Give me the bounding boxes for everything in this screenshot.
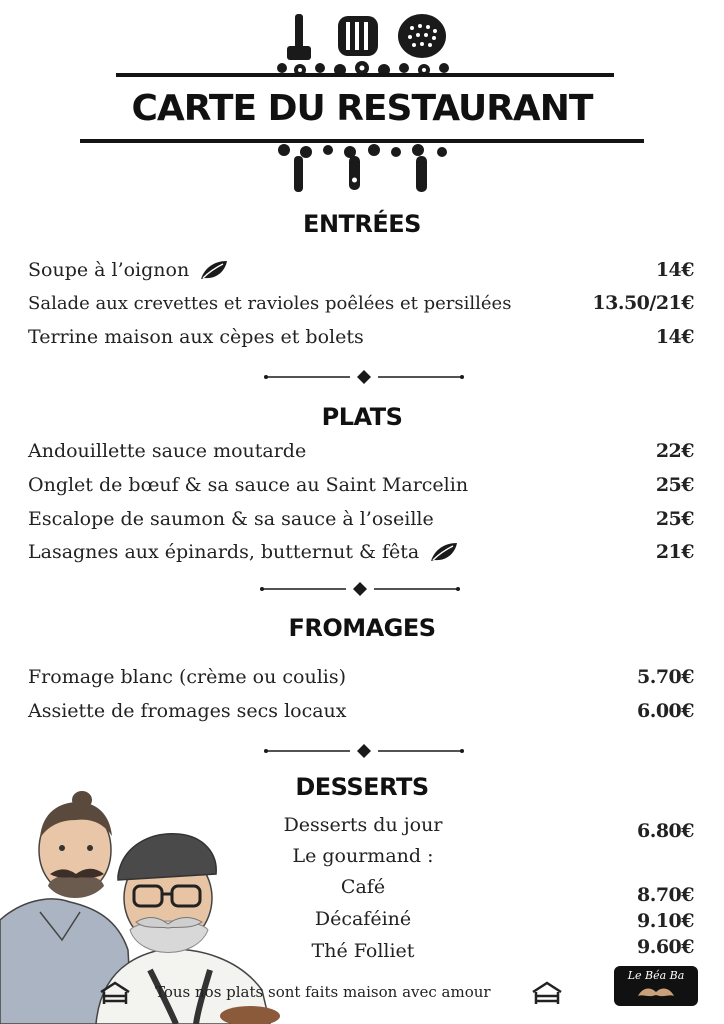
dessert-item-name: Décaféiné (314, 908, 412, 930)
menu-item-price: 14€ (655, 259, 694, 281)
dessert-item-price: 8.70€ (637, 884, 694, 906)
mustache-icon (636, 986, 676, 1002)
menu-item (28, 288, 694, 318)
menu-item-price: 14€ (655, 326, 694, 348)
section-title-desserts: DESSERTS (295, 773, 429, 801)
menu-item-price: 25€ (655, 474, 694, 496)
leaf-icon (199, 259, 229, 281)
menu-item-name: Onglet de bœuf & sa sauce au Saint Marcelin (28, 474, 469, 496)
menu-item-name: Escalope de saumon & sa sauce à l’oseille (28, 508, 434, 530)
logo-text: Le Béa Ba (627, 969, 685, 982)
section-divider (262, 370, 466, 384)
section-title-plats: PLATS (321, 403, 403, 431)
header-rule-top (116, 73, 614, 77)
menu-item-name: Assiette de fromages secs locaux (28, 700, 347, 722)
restaurant-logo (614, 966, 698, 1006)
menu-item-price: 6.00€ (637, 700, 694, 722)
menu-item-price: 13.50/21€ (592, 292, 694, 314)
menu-item (28, 504, 694, 534)
menu-item-name: Salade aux crevettes et ravioles poêlées et persillées (28, 292, 512, 314)
dessert-item-price: 9.10€ (637, 910, 694, 932)
section-title-fromages: FROMAGES (288, 614, 436, 642)
dessert-item-price: 6.80€ (637, 820, 694, 842)
footer-note: Tous nos plats sont faits maison avec amour (155, 983, 491, 1001)
menu-item-name: Fromage blanc (crème ou coulis) (28, 666, 347, 688)
section-divider (258, 582, 462, 596)
menu-item-price: 22€ (655, 440, 694, 462)
section-title-entrees: ENTRÉES (303, 210, 421, 238)
utensils-top-icon (270, 10, 460, 78)
menu-item-name: Andouillette sauce moutarde (28, 440, 307, 462)
house-icon (98, 980, 132, 1006)
menu-item-price: 25€ (655, 508, 694, 530)
menu-item (28, 322, 694, 352)
dessert-item-name: Café (340, 876, 386, 898)
page-title: CARTE DU RESTAURANT (131, 88, 593, 129)
dessert-item-name: Le gourmand : (292, 845, 434, 867)
menu-item (28, 470, 694, 500)
utensils-bottom-icon (270, 142, 460, 194)
menu-item (28, 436, 694, 466)
section-divider (262, 744, 466, 758)
menu-item-price: 5.70€ (637, 666, 694, 688)
menu-item (28, 255, 694, 285)
menu-item-price: 21€ (655, 541, 694, 563)
menu-item-name: Soupe à l’oignon (28, 259, 190, 281)
leaf-icon (429, 541, 459, 563)
menu-item-name: Terrine maison aux cèpes et bolets (28, 326, 364, 348)
dessert-item-name: Desserts du jour (283, 814, 443, 836)
house-icon (530, 980, 564, 1006)
menu-item (28, 662, 694, 692)
menu-item (28, 537, 694, 567)
menu-item (28, 696, 694, 726)
dessert-item-price: 9.60€ (637, 936, 694, 958)
dessert-item-name: Thé Folliet (311, 940, 415, 962)
menu-item-name: Lasagnes aux épinards, butternut & fêta (28, 541, 420, 563)
